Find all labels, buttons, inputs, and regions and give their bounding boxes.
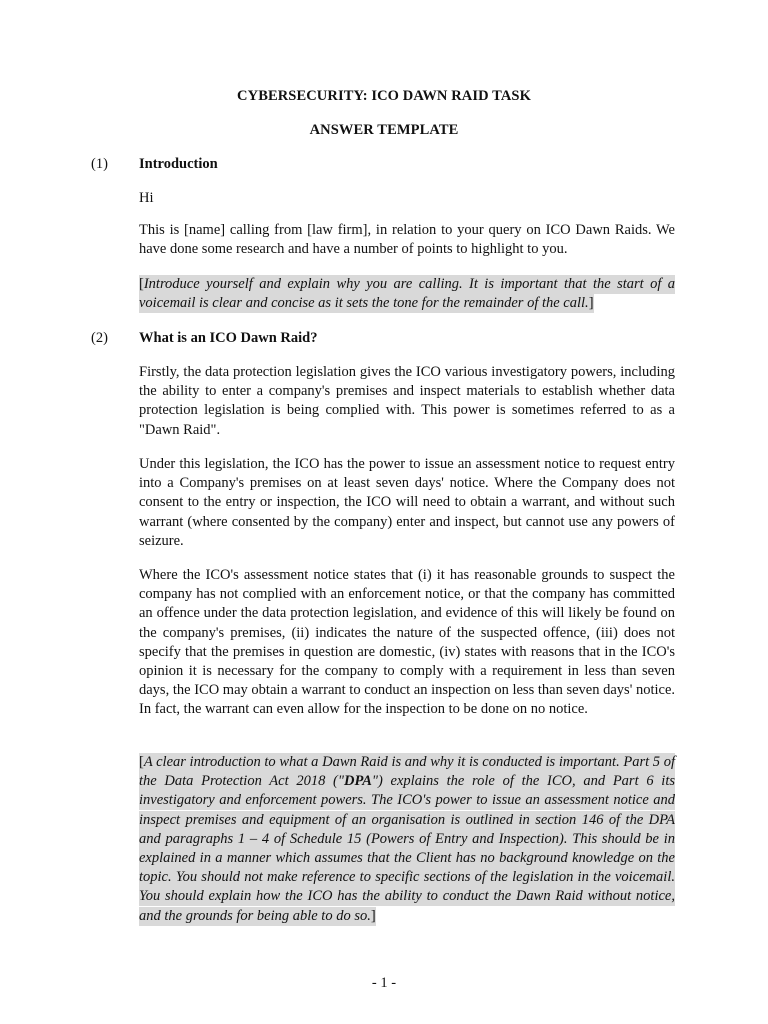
document-title: CYBERSECURITY: ICO DAWN RAID TASK xyxy=(237,88,531,104)
intro-guidance-note xyxy=(139,275,675,313)
section-heading-introduction: Introduction xyxy=(139,156,218,172)
dawn-raid-guidance-text-2: ") explains the role of the ICO, and Part 6 its investigatory and enforcement powers. The ICO's power to issue an assessment notice and inspect premises and equipment of an organisation is outlined in section 146 of the DPA and paragraphs 1 – 4 of Schedule 15 (Powers of Entry and Inspection). This should be in explained in a manner which assumes that the Client has no background knowledge on the topic. You should not make reference to specific sections of the legislation in the voicemail. You should explain how the ICO has the ability to conduct the Dawn Raid without notice, and the grounds for being able to do so. xyxy=(139,773,675,924)
section-number-1: (1) xyxy=(91,156,108,172)
dawn-raid-guidance-note xyxy=(139,753,675,926)
greeting-text: Hi xyxy=(139,190,154,206)
section-number-2: (2) xyxy=(91,330,108,346)
dawn-raid-paragraph-3: Where the ICO's assessment notice states that (i) it has reasonable grounds to suspect the company has not complied with an enforcement notice, or that the company has committed an offence under the data protection legislation, and evidence of this will likely be found on the company's premises, (ii) indicates the nature of the suspected offence, (iii) does not specify that the premises in question are domestic, (iv) states with reasons that in the ICO's opinion it is necessary for the company to comply with a requirement in less than seven days, the ICO may obtain a warrant to conduct an inspection on less than seven days' notice. In fact, the warrant can even allow for the inspection to be done on no notice. xyxy=(139,567,675,718)
dawn-raid-paragraph-1: Firstly, the data protection legislation gives the ICO various investigatory powers, including the ability to enter a company's premises and inspect materials to establish whether data protection legislation is being complied with. This power is sometimes referred to as a "Dawn Raid". xyxy=(139,364,675,438)
intro-paragraph: This is [name] calling from [law firm], in relation to your query on ICO Dawn Raids. We have done some research and have a number of points to highlight to you. xyxy=(139,222,675,258)
dawn-raid-paragraph-2: Under this legislation, the ICO has the power to issue an assessment notice to request entry into a Company's premises on at least seven days' notice. Where the Company does not consent to the entry or inspection, the ICO will need to obtain a warrant, and without such warrant (where consented by the company) enter and inspect, but cannot use any powers of seizure. xyxy=(139,456,675,549)
intro-guidance-text: Introduce yourself and explain why you are calling. It is important that the start of a voicemail is clear and concise as it sets the tone for the remainder of the call. xyxy=(139,276,675,312)
bracket-close: ] xyxy=(370,907,376,924)
dpa-abbreviation: DPA xyxy=(343,773,372,790)
bracket-open: [ xyxy=(139,754,144,770)
document-subtitle: ANSWER TEMPLATE xyxy=(309,122,459,138)
bracket-close: ] xyxy=(588,295,594,312)
page-number: - 1 - xyxy=(371,975,397,991)
dawn-raid-guidance-text-1: A clear introduction to what a Dawn Raid is and why it is conducted is important. Part 5 of the Data Protection Act 2018 (" xyxy=(139,754,675,790)
bracket-open: [ xyxy=(139,276,144,292)
section-heading-dawn-raid: What is an ICO Dawn Raid? xyxy=(139,330,318,346)
